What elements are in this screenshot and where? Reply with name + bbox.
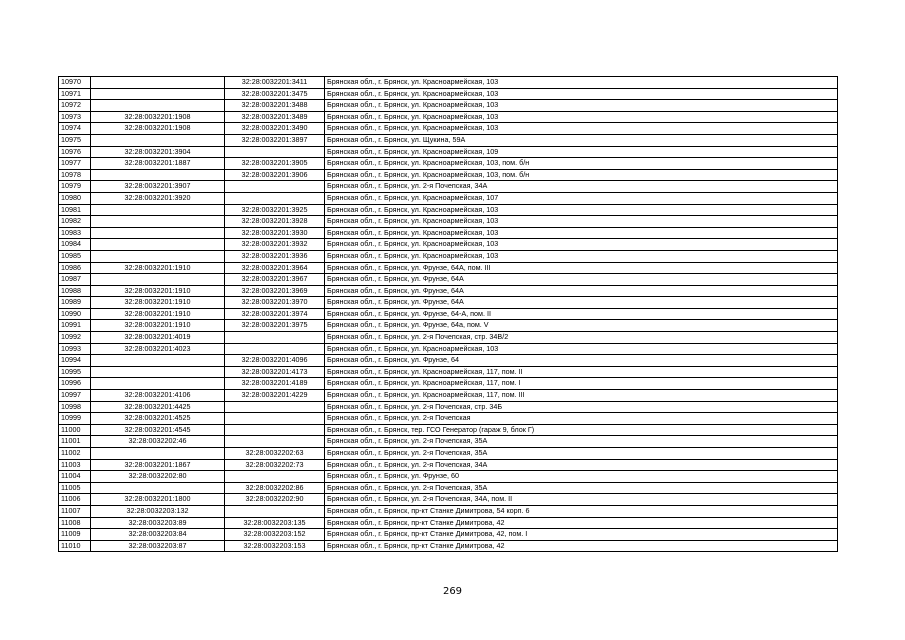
table-row: [59, 297, 838, 309]
address-cell: Брянская обл., г. Брянск, ул. 2-я Почепская, 34А: [325, 181, 838, 193]
building-cadastral-number-cell: 32:28:0032202:86: [225, 482, 325, 494]
row-number-cell: 10975: [59, 134, 91, 146]
address-cell: Брянская обл., г. Брянск, ул. Красноармейская, 109: [325, 146, 838, 158]
land-cadastral-number-cell: [91, 239, 225, 251]
row-number-cell: 10981: [59, 204, 91, 216]
building-cadastral-number-cell: 32:28:0032203:135: [225, 517, 325, 529]
land-cadastral-number-cell: [91, 366, 225, 378]
building-cadastral-number-cell: [225, 146, 325, 158]
row-number-cell: 10987: [59, 274, 91, 286]
land-cadastral-number-cell: 32:28:0032201:1910: [91, 308, 225, 320]
address-cell: Брянская обл., г. Брянск, ул. Фрунзе, 64а, пом. V: [325, 320, 838, 332]
building-cadastral-number-cell: 32:28:0032201:3475: [225, 88, 325, 100]
building-cadastral-number-cell: 32:28:0032201:4229: [225, 390, 325, 402]
row-number-cell: 10993: [59, 343, 91, 355]
building-cadastral-number-cell: 32:28:0032202:90: [225, 494, 325, 506]
table-row: [59, 158, 838, 170]
table-row: [59, 494, 838, 506]
land-cadastral-number-cell: [91, 448, 225, 460]
row-number-cell: 10990: [59, 308, 91, 320]
address-cell: Брянская обл., г. Брянск, ул. 2-я Почепская, стр. 34Б: [325, 401, 838, 413]
address-cell: Брянская обл., г. Брянск, ул. Красноармейская, 103, пом. б/н: [325, 169, 838, 181]
building-cadastral-number-cell: [225, 471, 325, 483]
row-number-cell: 10976: [59, 146, 91, 158]
row-number-cell: 11004: [59, 471, 91, 483]
table-row: [59, 274, 838, 286]
land-cadastral-number-cell: 32:28:0032201:3907: [91, 181, 225, 193]
table-row: [59, 216, 838, 228]
table-row: [59, 123, 838, 135]
building-cadastral-number-cell: [225, 424, 325, 436]
building-cadastral-number-cell: [225, 436, 325, 448]
building-cadastral-number-cell: 32:28:0032203:153: [225, 540, 325, 552]
land-cadastral-number-cell: 32:28:0032203:84: [91, 529, 225, 541]
address-cell: Брянская обл., г. Брянск, тер. ГСО Генератор (гараж 9, блок Г): [325, 424, 838, 436]
row-number-cell: 10973: [59, 111, 91, 123]
land-cadastral-number-cell: 32:28:0032201:1887: [91, 158, 225, 170]
row-number-cell: 10992: [59, 332, 91, 344]
table-row: [59, 505, 838, 517]
address-cell: Брянская обл., г. Брянск, ул. Красноармейская, 117, пом. II: [325, 366, 838, 378]
table-row: [59, 448, 838, 460]
land-cadastral-number-cell: 32:28:0032203:87: [91, 540, 225, 552]
land-cadastral-number-cell: 32:28:0032201:4545: [91, 424, 225, 436]
building-cadastral-number-cell: 32:28:0032202:63: [225, 448, 325, 460]
land-cadastral-number-cell: 32:28:0032201:3920: [91, 192, 225, 204]
row-number-cell: 10988: [59, 285, 91, 297]
building-cadastral-number-cell: 32:28:0032201:3969: [225, 285, 325, 297]
building-cadastral-number-cell: 32:28:0032201:3970: [225, 297, 325, 309]
land-cadastral-number-cell: 32:28:0032201:4106: [91, 390, 225, 402]
building-cadastral-number-cell: [225, 192, 325, 204]
land-cadastral-number-cell: [91, 227, 225, 239]
address-cell: Брянская обл., г. Брянск, ул. Фрунзе, 64А: [325, 274, 838, 286]
land-cadastral-number-cell: 32:28:0032201:1910: [91, 297, 225, 309]
row-number-cell: 10994: [59, 355, 91, 367]
address-cell: Брянская обл., г. Брянск, ул. Красноармейская, 103: [325, 77, 838, 89]
land-cadastral-number-cell: [91, 88, 225, 100]
address-cell: Брянская обл., г. Брянск, ул. Фрунзе, 64-А, пом. II: [325, 308, 838, 320]
land-cadastral-number-cell: 32:28:0032201:4425: [91, 401, 225, 413]
table-row: [59, 471, 838, 483]
address-cell: Брянская обл., г. Брянск, ул. Фрунзе, 64А: [325, 297, 838, 309]
table-row: [59, 77, 838, 89]
row-number-cell: 10984: [59, 239, 91, 251]
land-cadastral-number-cell: 32:28:0032201:1800: [91, 494, 225, 506]
land-cadastral-number-cell: [91, 250, 225, 262]
land-cadastral-number-cell: 32:28:0032201:1910: [91, 320, 225, 332]
table-row: [59, 355, 838, 367]
building-cadastral-number-cell: [225, 505, 325, 517]
row-number-cell: 10978: [59, 169, 91, 181]
table-row: [59, 343, 838, 355]
land-cadastral-number-cell: 32:28:0032201:3904: [91, 146, 225, 158]
table-row: [59, 413, 838, 425]
address-cell: Брянская обл., г. Брянск, ул. Фрунзе, 64А: [325, 285, 838, 297]
land-cadastral-number-cell: [91, 77, 225, 89]
address-cell: Брянская обл., г. Брянск, ул. Щукина, 59А: [325, 134, 838, 146]
row-number-cell: 10986: [59, 262, 91, 274]
address-cell: Брянская обл., г. Брянск, ул. Красноармейская, 107: [325, 192, 838, 204]
address-cell: Брянская обл., г. Брянск, ул. Красноармейская, 117, пом. I: [325, 378, 838, 390]
row-number-cell: 10977: [59, 158, 91, 170]
table-row: [59, 308, 838, 320]
building-cadastral-number-cell: 32:28:0032201:3930: [225, 227, 325, 239]
address-cell: Брянская обл., г. Брянск, ул. Красноармейская, 103: [325, 204, 838, 216]
building-cadastral-number-cell: 32:28:0032201:3906: [225, 169, 325, 181]
building-cadastral-number-cell: 32:28:0032202:73: [225, 459, 325, 471]
land-cadastral-number-cell: [91, 378, 225, 390]
building-cadastral-number-cell: 32:28:0032201:3488: [225, 100, 325, 112]
row-number-cell: 10972: [59, 100, 91, 112]
page-number: 269: [442, 586, 463, 597]
land-cadastral-number-cell: 32:28:0032202:46: [91, 436, 225, 448]
row-number-cell: 11002: [59, 448, 91, 460]
land-cadastral-number-cell: 32:28:0032201:1910: [91, 285, 225, 297]
table-row: [59, 285, 838, 297]
building-cadastral-number-cell: 32:28:0032201:3928: [225, 216, 325, 228]
building-cadastral-number-cell: 32:28:0032201:3975: [225, 320, 325, 332]
building-cadastral-number-cell: 32:28:0032201:3897: [225, 134, 325, 146]
address-cell: Брянская обл., г. Брянск, пр-кт Станке Димитрова, 54 корп. 6: [325, 505, 838, 517]
table-row: [59, 100, 838, 112]
land-cadastral-number-cell: 32:28:0032201:1908: [91, 111, 225, 123]
address-cell: Брянская обл., г. Брянск, пр-кт Станке Димитрова, 42: [325, 517, 838, 529]
address-cell: Брянская обл., г. Брянск, ул. Красноармейская, 103: [325, 343, 838, 355]
row-number-cell: 10989: [59, 297, 91, 309]
land-cadastral-number-cell: 32:28:0032201:4023: [91, 343, 225, 355]
building-cadastral-number-cell: 32:28:0032201:3967: [225, 274, 325, 286]
table-row: [59, 239, 838, 251]
table-row: [59, 332, 838, 344]
table-row: [59, 424, 838, 436]
address-cell: Брянская обл., г. Брянск, ул. Красноармейская, 117, пом. III: [325, 390, 838, 402]
address-cell: Брянская обл., г. Брянск, ул. 2-я Почепская: [325, 413, 838, 425]
building-cadastral-number-cell: 32:28:0032201:4173: [225, 366, 325, 378]
row-number-cell: 10982: [59, 216, 91, 228]
land-cadastral-number-cell: 32:28:0032201:1867: [91, 459, 225, 471]
row-number-cell: 10983: [59, 227, 91, 239]
row-number-cell: 11010: [59, 540, 91, 552]
land-cadastral-number-cell: 32:28:0032201:1908: [91, 123, 225, 135]
land-cadastral-number-cell: 32:28:0032203:89: [91, 517, 225, 529]
address-cell: Брянская обл., г. Брянск, ул. 2-я Почепская, 35А: [325, 448, 838, 460]
building-cadastral-number-cell: 32:28:0032201:3490: [225, 123, 325, 135]
land-cadastral-number-cell: [91, 134, 225, 146]
table-row: [59, 436, 838, 448]
land-cadastral-number-cell: 32:28:0032201:4525: [91, 413, 225, 425]
address-cell: Брянская обл., г. Брянск, ул. Красноармейская, 103: [325, 216, 838, 228]
table-row: [59, 459, 838, 471]
row-number-cell: 10974: [59, 123, 91, 135]
address-cell: Брянская обл., г. Брянск, ул. Красноармейская, 103, пом. б/н: [325, 158, 838, 170]
address-cell: Брянская обл., г. Брянск, ул. Красноармейская, 103: [325, 111, 838, 123]
table-row: [59, 134, 838, 146]
land-cadastral-number-cell: 32:28:0032203:132: [91, 505, 225, 517]
address-cell: Брянская обл., г. Брянск, ул. Красноармейская, 103: [325, 123, 838, 135]
row-number-cell: 11003: [59, 459, 91, 471]
registry-table-body: [59, 77, 838, 552]
building-cadastral-number-cell: 32:28:0032201:3905: [225, 158, 325, 170]
address-cell: Брянская обл., г. Брянск, ул. 2-я Почепская, 35А: [325, 482, 838, 494]
table-row: [59, 366, 838, 378]
address-cell: Брянская обл., г. Брянск, ул. 2-я Почепская, 35А: [325, 436, 838, 448]
land-cadastral-number-cell: [91, 169, 225, 181]
row-number-cell: 11005: [59, 482, 91, 494]
building-cadastral-number-cell: 32:28:0032201:3411: [225, 77, 325, 89]
row-number-cell: 10991: [59, 320, 91, 332]
row-number-cell: 11001: [59, 436, 91, 448]
row-number-cell: 11009: [59, 529, 91, 541]
land-cadastral-number-cell: 32:28:0032202:80: [91, 471, 225, 483]
table-row: [59, 204, 838, 216]
table-row: [59, 529, 838, 541]
building-cadastral-number-cell: 32:28:0032201:3932: [225, 239, 325, 251]
building-cadastral-number-cell: [225, 181, 325, 193]
address-cell: Брянская обл., г. Брянск, ул. Красноармейская, 103: [325, 100, 838, 112]
row-number-cell: 10985: [59, 250, 91, 262]
row-number-cell: 11000: [59, 424, 91, 436]
table-row: [59, 227, 838, 239]
table-row: [59, 378, 838, 390]
address-cell: Брянская обл., г. Брянск, пр-кт Станке Димитрова, 42, пом. I: [325, 529, 838, 541]
table-row: [59, 181, 838, 193]
building-cadastral-number-cell: 32:28:0032201:3936: [225, 250, 325, 262]
land-cadastral-number-cell: [91, 204, 225, 216]
land-cadastral-number-cell: [91, 216, 225, 228]
registry-table: [58, 76, 838, 552]
row-number-cell: 11006: [59, 494, 91, 506]
land-cadastral-number-cell: 32:28:0032201:4019: [91, 332, 225, 344]
building-cadastral-number-cell: [225, 413, 325, 425]
table-row: [59, 169, 838, 181]
row-number-cell: 10979: [59, 181, 91, 193]
table-row: [59, 250, 838, 262]
table-row: [59, 88, 838, 100]
building-cadastral-number-cell: [225, 343, 325, 355]
row-number-cell: 10995: [59, 366, 91, 378]
building-cadastral-number-cell: 32:28:0032201:3964: [225, 262, 325, 274]
building-cadastral-number-cell: 32:28:0032201:4189: [225, 378, 325, 390]
table-row: [59, 262, 838, 274]
table-row: [59, 517, 838, 529]
building-cadastral-number-cell: 32:28:0032201:4096: [225, 355, 325, 367]
land-cadastral-number-cell: 32:28:0032201:1910: [91, 262, 225, 274]
land-cadastral-number-cell: [91, 100, 225, 112]
row-number-cell: 10998: [59, 401, 91, 413]
building-cadastral-number-cell: 32:28:0032203:152: [225, 529, 325, 541]
row-number-cell: 10997: [59, 390, 91, 402]
row-number-cell: 10971: [59, 88, 91, 100]
address-cell: Брянская обл., г. Брянск, ул. 2-я Почепская, стр. 34В/2: [325, 332, 838, 344]
building-cadastral-number-cell: 32:28:0032201:3489: [225, 111, 325, 123]
table-row: [59, 320, 838, 332]
address-cell: Брянская обл., г. Брянск, ул. Красноармейская, 103: [325, 239, 838, 251]
row-number-cell: 10980: [59, 192, 91, 204]
table-row: [59, 401, 838, 413]
land-cadastral-number-cell: [91, 482, 225, 494]
address-cell: Брянская обл., г. Брянск, пр-кт Станке Димитрова, 42: [325, 540, 838, 552]
address-cell: Брянская обл., г. Брянск, ул. Фрунзе, 60: [325, 471, 838, 483]
address-cell: Брянская обл., г. Брянск, ул. Красноармейская, 103: [325, 250, 838, 262]
address-cell: Брянская обл., г. Брянск, ул. Красноармейская, 103: [325, 88, 838, 100]
building-cadastral-number-cell: [225, 332, 325, 344]
building-cadastral-number-cell: 32:28:0032201:3974: [225, 308, 325, 320]
land-cadastral-number-cell: [91, 274, 225, 286]
table-row: [59, 192, 838, 204]
table-row: [59, 146, 838, 158]
row-number-cell: 10970: [59, 77, 91, 89]
land-cadastral-number-cell: [91, 355, 225, 367]
row-number-cell: 11008: [59, 517, 91, 529]
building-cadastral-number-cell: 32:28:0032201:3925: [225, 204, 325, 216]
table-row: [59, 482, 838, 494]
table-row: [59, 390, 838, 402]
row-number-cell: 10996: [59, 378, 91, 390]
table-row: [59, 540, 838, 552]
table-row: [59, 111, 838, 123]
address-cell: Брянская обл., г. Брянск, ул. Фрунзе, 64: [325, 355, 838, 367]
row-number-cell: 10999: [59, 413, 91, 425]
address-cell: Брянская обл., г. Брянск, ул. 2-я Почепская, 34А: [325, 459, 838, 471]
address-cell: Брянская обл., г. Брянск, ул. Красноармейская, 103: [325, 227, 838, 239]
address-cell: Брянская обл., г. Брянск, ул. 2-я Почепская, 34А, пом. II: [325, 494, 838, 506]
address-cell: Брянская обл., г. Брянск, ул. Фрунзе, 64А, пом. III: [325, 262, 838, 274]
row-number-cell: 11007: [59, 505, 91, 517]
building-cadastral-number-cell: [225, 401, 325, 413]
